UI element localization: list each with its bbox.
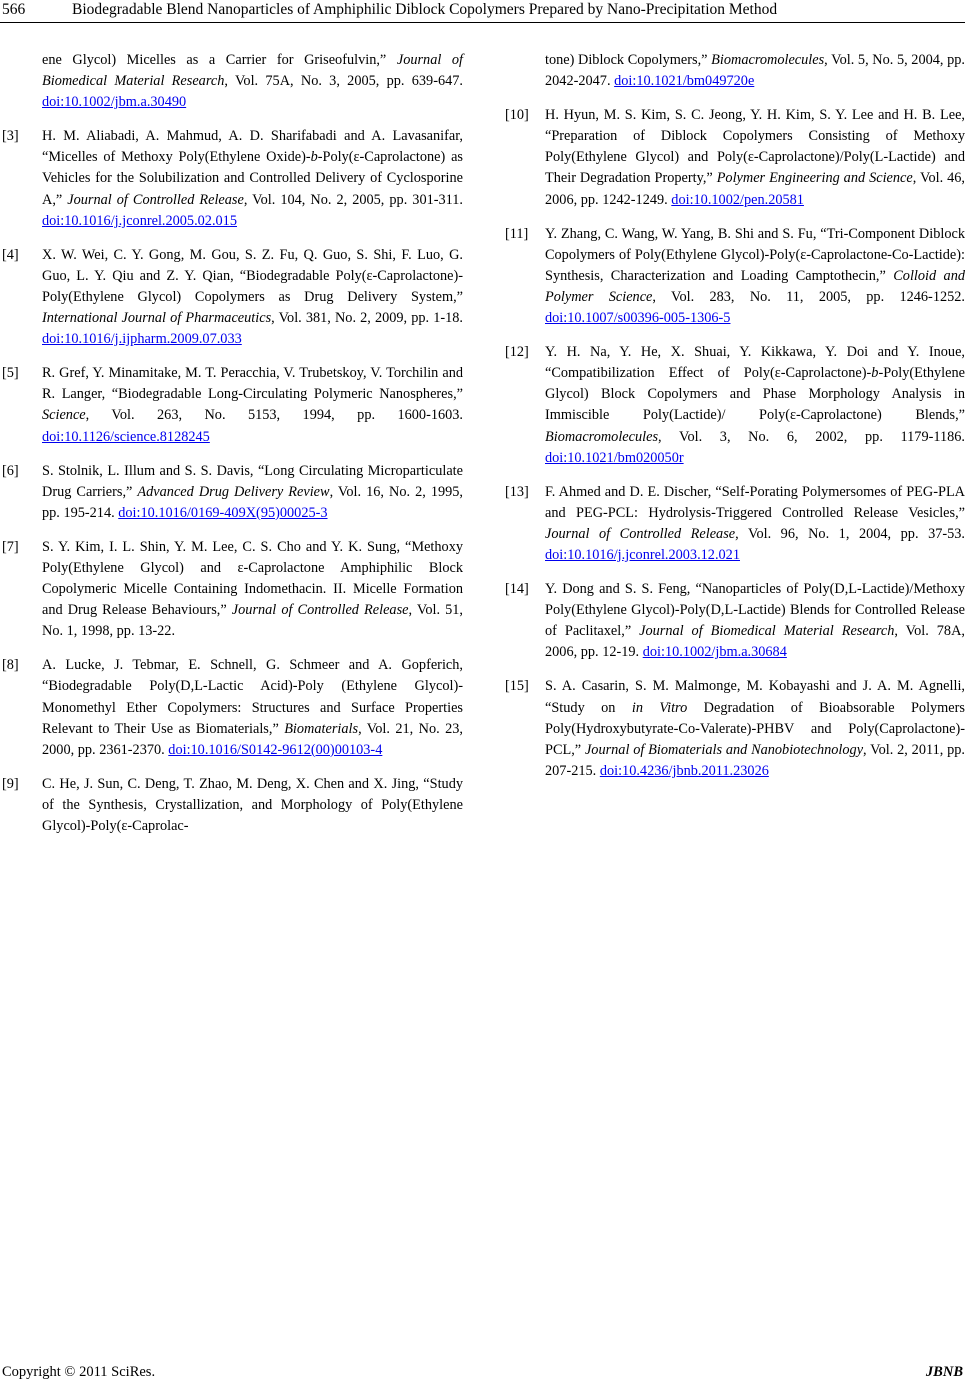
reference-continuation: ene Glycol) Micelles as a Carrier for Griseofulvin,” Journal of Biomedical Material Research, Vol. 75A, No. 3, 2005, pp. 639-647. doi:10.1002/jbm.a.30490	[42, 52, 464, 111]
doi-link[interactable]: doi:10.1002/jbm.a.30684	[642, 644, 787, 661]
reference-number: [4]	[2, 246, 19, 263]
reference-number: [15]	[505, 678, 529, 695]
reference-number: [13]	[505, 483, 529, 500]
reference-number: [10]	[505, 107, 529, 124]
doi-link[interactable]: doi:10.1007/s00396-005-1306-5	[545, 310, 731, 327]
reference-number: [3]	[2, 128, 19, 145]
left-column	[0, 50, 463, 850]
reference-number: [12]	[505, 344, 529, 361]
reference-number: [5]	[2, 365, 19, 382]
reference-number: [14]	[505, 581, 529, 598]
copyright-notice: Copyright © 2011 SciRes.	[2, 1364, 156, 1380]
reference-10: [10] H. Hyun, M. S. Kim, S. C. Jeong, Y. H. Kim, S. Y. Lee and H. B. Lee, “Preparation of Diblock Copolymers Consisting of Methoxy Poly(Ethylene Glycol) and Poly(ε-Caprolactone)/Poly(L-Lactide) and Their Degradation Property,” Polymer Engineering and Science, Vol. 46, 2006, pp. 1242-1249. doi:10.1002/pen.20581	[505, 107, 965, 208]
doi-link[interactable]: doi:10.4236/jbnb.2011.23026	[599, 762, 769, 779]
journal-abbreviation: JBNB	[925, 1364, 963, 1380]
doi-link[interactable]: doi:10.1002/jbm.a.30490	[42, 94, 187, 111]
doi-link[interactable]: doi:10.1016/j.jconrel.2003.12.021	[545, 546, 740, 563]
doi-link[interactable]: doi:10.1016/j.ijpharm.2009.07.033	[42, 331, 242, 348]
reference-14: [14] Y. Dong and S. S. Feng, “Nanoparticles of Poly(D,L-Lactide)/Methoxy Poly(Ethylene Glycol)-Poly(D,L-Lactide) Blends for Controlled Release of Paclitaxel,” Journal of Biomedical Material Research, Vol. 78A, 2006, pp. 12-19. doi:10.1002/jbm.a.30684	[505, 581, 965, 661]
reference-number: [9]	[2, 775, 19, 792]
page-number: 566	[2, 1, 26, 18]
reference-number: [8]	[2, 657, 19, 674]
reference-number: [11]	[505, 225, 529, 242]
running-title: Biodegradable Blend Nanoparticles of Amphiphilic Diblock Copolymers Prepared by Nano-Precipitation Method	[72, 1, 778, 18]
reference-7: [7] S. Y. Kim, I. L. Shin, Y. M. Lee, C. S. Cho and Y. K. Sung, “Methoxy Poly(Ethylene Glycol) and ε-Caprolactone Amphiphilic Block Copolymeric Micelle Containing Indomethacin. II. Micelle Formation and Drug Release Behaviours,” Journal of Controlled Release, Vol. 51, No. 1, 1998, pp. 13-22.	[2, 538, 463, 640]
header-rule	[0, 22, 965, 23]
reference-number: [6]	[2, 462, 19, 479]
doi-link[interactable]: doi:10.1002/pen.20581	[671, 191, 804, 208]
doi-link[interactable]: doi:10.1016/0169-409X(95)00025-3	[118, 504, 328, 521]
page-footer	[0, 1360, 965, 1384]
reference-3: [3] H. M. Aliabadi, A. Mahmud, A. D. Sharifabadi and A. Lavasanifar, “Micelles of Methoxy Poly(Ethylene Oxide)-b-Poly(ε-Caprolactone) as Vehicles for the Solubilization and Controlled Delivery of Cyclosporine A,” Journal of Controlled Release, Vol. 104, No. 2, 2005, pp. 301-311. doi:10.1016/j.jconrel.2005.02.015	[2, 128, 463, 229]
reference-12: [12] Y. H. Na, Y. He, X. Shuai, Y. Kikkawa, Y. Doi and Y. Inoue, “Compatibilization Effect of Poly(ε-Caprolactone)-b-Poly(Ethylene Glycol) Block Copolymers and Phase Morphology Analysis in Immiscible Poly(Lactide)/ Poly(ε-Caprolactone) Blends,” Biomacromolecules, Vol. 3, No. 6, 2002, pp. 1179-1186. doi:10.1021/bm020050r	[505, 344, 965, 466]
reference-6: [6] S. Stolnik, L. Illum and S. S. Davis, “Long Circulating Microparticulate Drug Carriers,” Advanced Drug Delivery Review, Vol. 16, No. 2, 1995, pp. 195-214. doi:10.1016/0169-409X(95)00025-3	[2, 462, 464, 521]
reference-4: [4] X. W. Wei, C. Y. Gong, M. Gou, S. Z. Fu, Q. Guo, S. Shi, F. Luo, G. Guo, L. Y. Qiu and Z. Y. Qian, “Biodegradable Poly(ε-Caprolactone)-Poly(Ethylene Glycol) Copolymers as Drug Delivery System,” International Journal of Pharmaceutics, Vol. 381, No. 2, 2009, pp. 1-18. doi:10.1016/j.ijpharm.2009.07.033	[2, 246, 464, 348]
reference-8: [8] A. Lucke, J. Tebmar, E. Schnell, G. Schmeer and A. Gopferich, “Biodegradable Poly(D,L-Lactic Acid)-Poly (Ethylene Glycol)-Monomethyl Ether Copolymers: Structures and Surface Properties Relevant to Their Use as Biomaterials,” Biomaterials, Vol. 21, No. 23, 2000, pp. 2361-2370. doi:10.1016/S0142-9612(00)00103-4	[2, 657, 463, 758]
doi-link[interactable]: doi:10.1021/bm020050r	[545, 449, 684, 466]
reference-continuation: tone) Diblock Copolymers,” Biomacromolecules, Vol. 5, No. 5, 2004, pp. 2042-2047. doi:10.1021/bm049720e	[545, 52, 965, 90]
doi-link[interactable]: doi:10.1016/S0142-9612(00)00103-4	[168, 741, 383, 758]
doi-link[interactable]: doi:10.1126/science.8128245	[42, 428, 210, 445]
right-column	[503, 50, 965, 795]
reference-15: [15] S. A. Casarin, S. M. Malmonge, M. Kobayashi and J. A. M. Agnelli, “Study on in Vitro Degradation of Bioabsorable Polymers Poly(Hydroxybutyrate-Co-Valerate)-PHBV and Poly(Caprolactone)-PCL,” Journal of Biomaterials and Nanobiotechnology, Vol. 2, 2011, pp. 207-215. doi:10.4236/jbnb.2011.23026	[505, 678, 965, 779]
doi-link[interactable]: doi:10.1021/bm049720e	[614, 73, 755, 90]
reference-number: [7]	[2, 538, 19, 555]
reference-11: [11] Y. Zhang, C. Wang, W. Yang, B. Shi and S. Fu, “Tri-Component Diblock Copolymers of Poly(Ethylene Glycol)-Poly(ε-Caprolactone-Co-Lactide): Synthesis, Characterization and Loading Camptothecin,” Colloid and Polymer Science, Vol. 283, No. 11, 2005, pp. 1246-1252. doi:10.1007/s00396-005-1306-5	[505, 225, 965, 327]
reference-9: [9] C. He, J. Sun, C. Deng, T. Zhao, M. Deng, X. Chen and X. Jing, “Study of the Synthesis, Crystallization, and Morphology of Poly(Ethylene Glycol)-Poly(ε-Caprolac-	[2, 775, 463, 834]
page-header	[0, 0, 965, 24]
reference-5: [5] R. Gref, Y. Minamitake, M. T. Peracchia, V. Trubetskoy, V. Torchilin and R. Langer, “Biodegradable Long-Circulating Polymeric Nanospheres,” Science, Vol. 263, No. 5153, 1994, pp. 1600-1603. doi:10.1126/science.8128245	[2, 365, 463, 445]
reference-13: [13] F. Ahmed and D. E. Discher, “Self-Porating Polymersomes of PEG-PLA and PEG-PCL: Hydrolysis-Triggered Controlled Release Vesicles,” Journal of Controlled Release, Vol. 96, No. 1, 2004, pp. 37-53. doi:10.1016/j.jconrel.2003.12.021	[505, 483, 965, 563]
doi-link[interactable]: doi:10.1016/j.jconrel.2005.02.015	[42, 212, 237, 229]
